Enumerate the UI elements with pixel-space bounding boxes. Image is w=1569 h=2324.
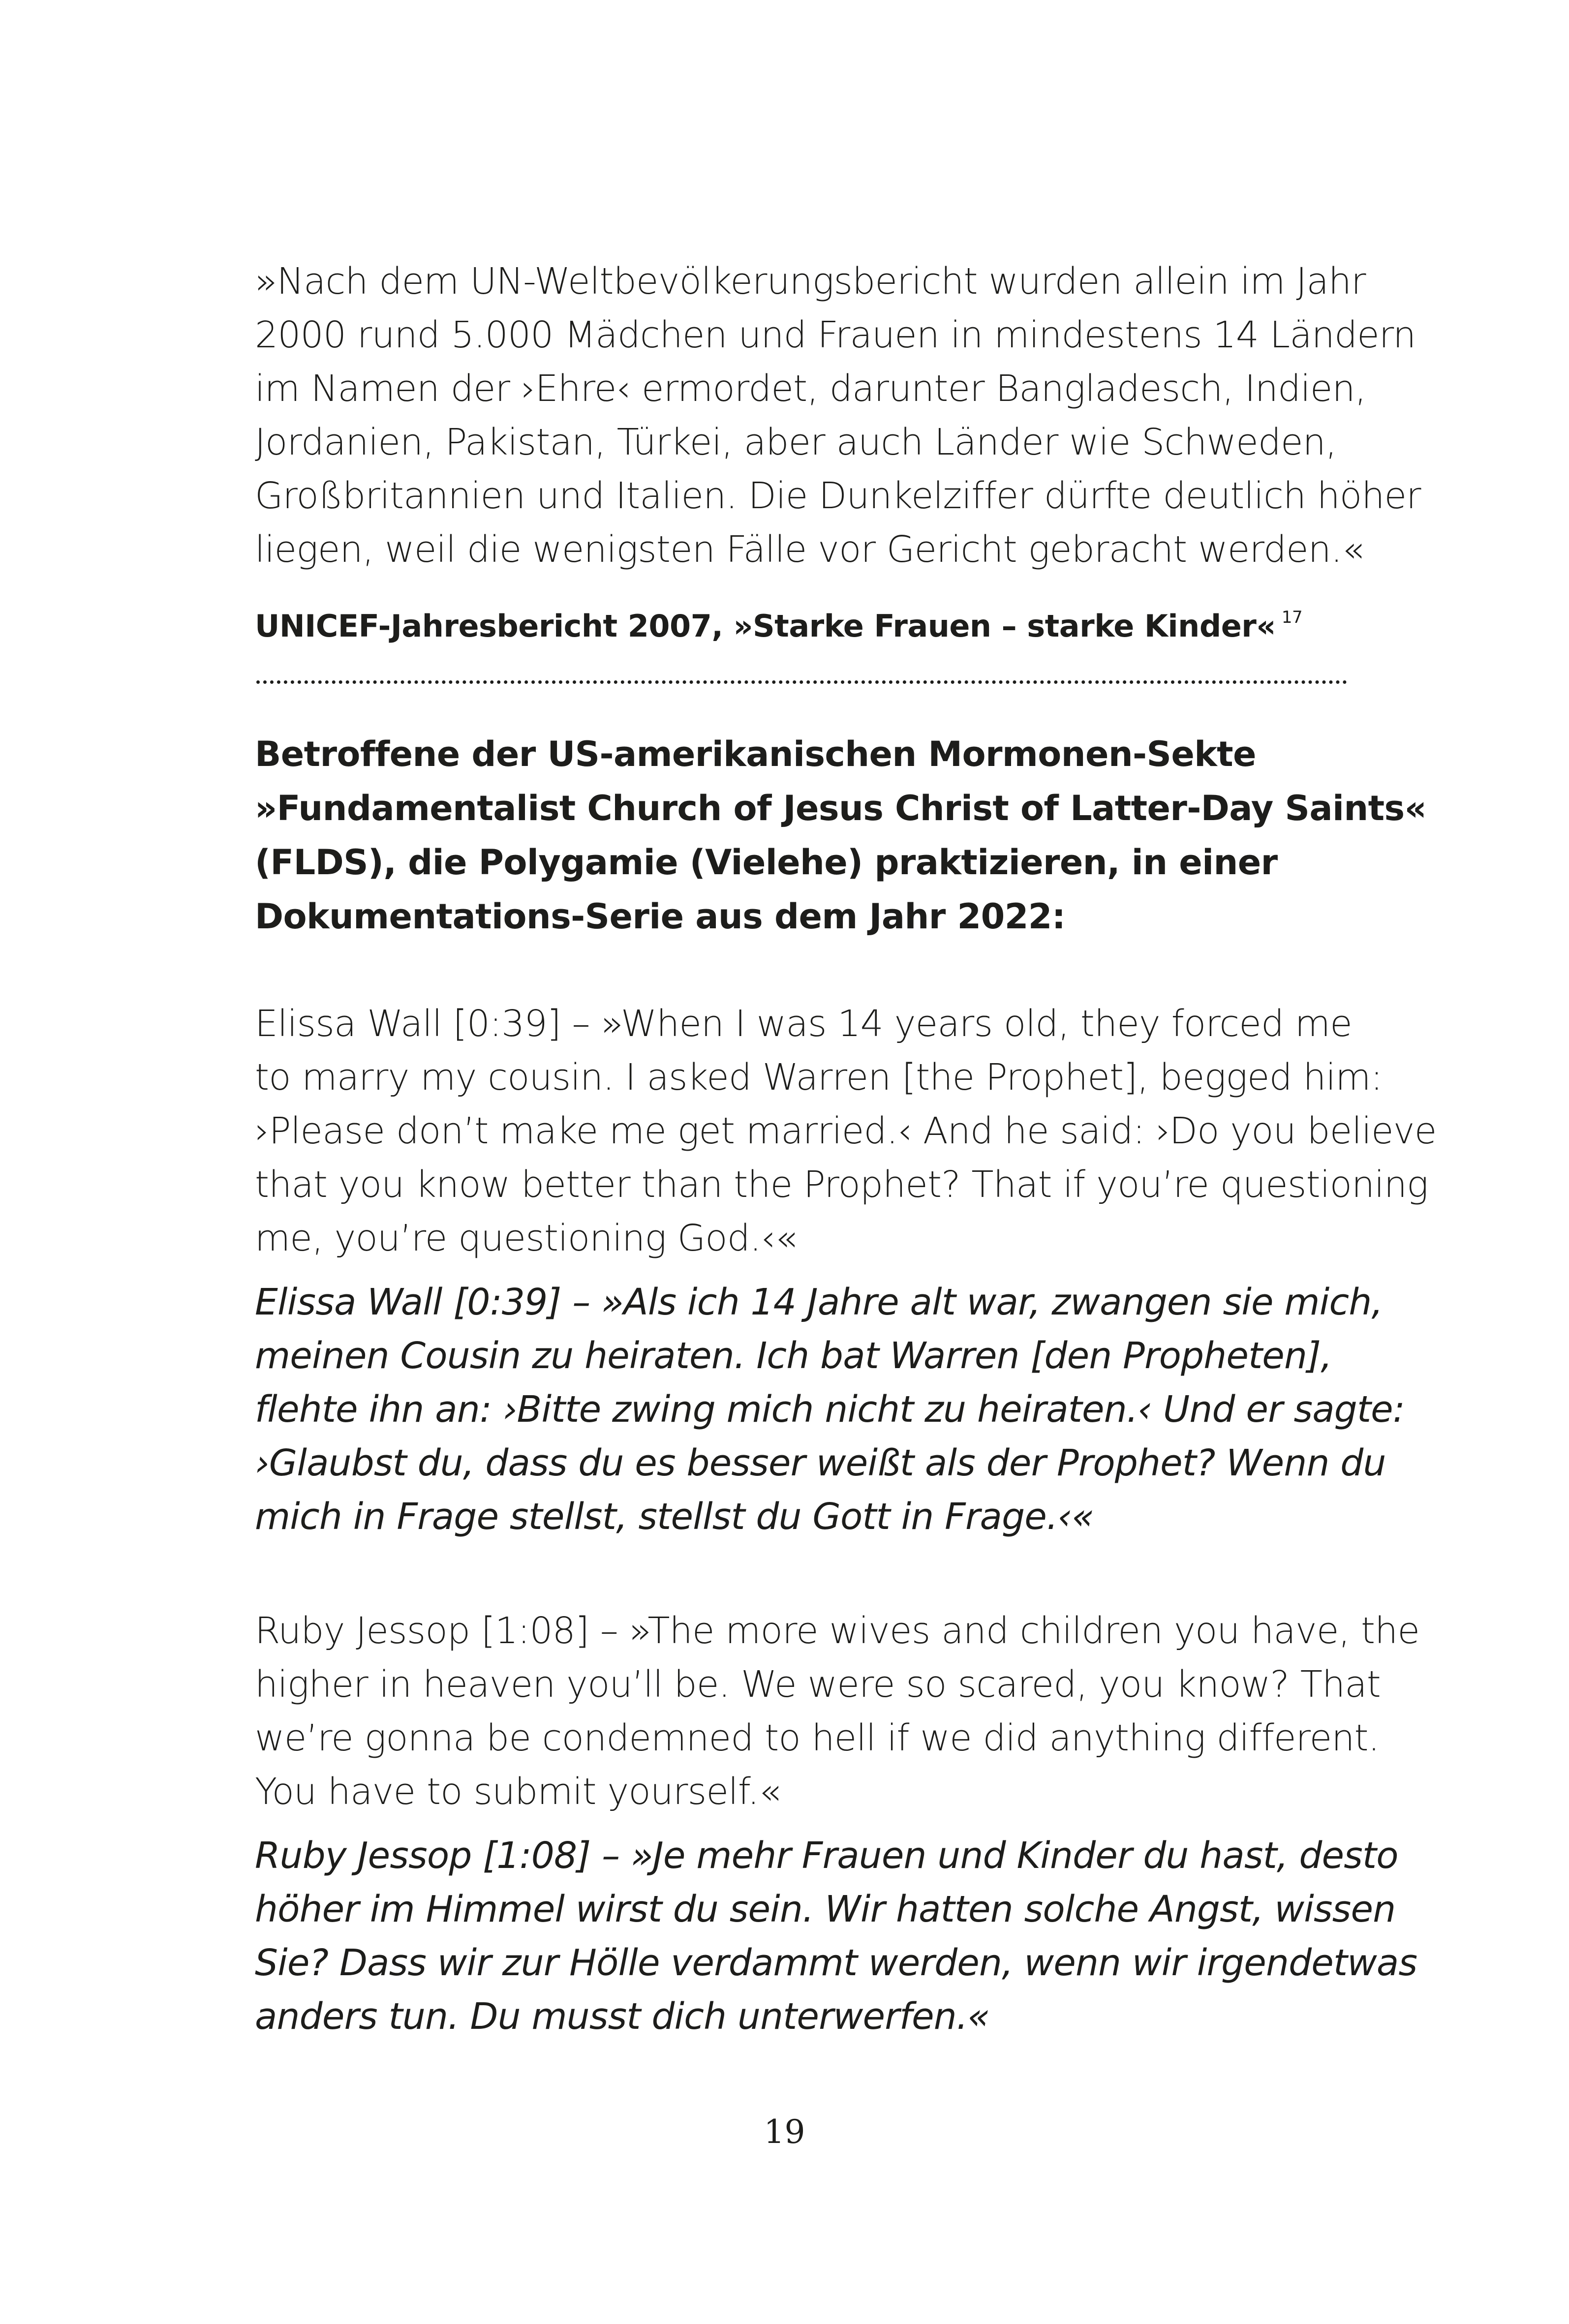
un-quote-line: liegen, weil die wenigsten Fälle vor Gericht gebracht werden.« <box>255 528 1364 571</box>
quote-line: anders tun. Du musst dich unterwerfen.« <box>255 1995 990 2038</box>
quote-line: ›Glaubst du, dass du es besser weißt als der Prophet? Wenn du <box>255 1442 1386 1484</box>
elissa-wall-quote-english <box>255 997 1437 1265</box>
section-heading <box>255 727 1427 944</box>
un-quote-line: Jordanien, Pakistan, Türkei, aber auch Länder wie Schweden, <box>255 421 1337 463</box>
ruby-jessop-quote-german <box>255 1829 1417 2044</box>
un-quote-line: Großbritannien und Italien. Die Dunkelziffer dürfte deutlich höher <box>255 475 1421 517</box>
source-citation <box>255 598 1347 646</box>
quote-line: me, you’re questioning God.‹« <box>255 1217 797 1259</box>
quote-line: höher im Himmel wirst du sein. Wir hatten solche Angst, wissen <box>255 1888 1396 1930</box>
heading-line: Dokumentations-Serie aus dem Jahr 2022: <box>255 896 1066 937</box>
quote-line: Sie? Dass wir zur Hölle verdammt werden, wenn wir irgendetwas <box>255 1942 1417 1984</box>
quote-line: that you know better than the Prophet? That if you’re questioning <box>255 1163 1428 1206</box>
quote-line: meinen Cousin zu heiraten. Ich bat Warren [den Propheten], <box>255 1335 1332 1377</box>
quote-english <box>255 1604 1420 1819</box>
un-quote-line: im Namen der ›Ehre‹ ermordet, darunter Bangladesch, Indien, <box>255 367 1366 410</box>
quote-line: flehte ihn an: ›Bitte zwing mich nicht zu heiraten.‹ Und er sagte: <box>255 1388 1405 1431</box>
quote-line: You have to submit yourself.« <box>255 1771 781 1813</box>
quote-line: Ruby Jessop [1:08] – »Je mehr Frauen und Kinder du hast, desto <box>255 1835 1398 1877</box>
quote-line: Elissa Wall [0:39] – »Als ich 14 Jahre alt war, zwangen sie mich, <box>255 1281 1383 1323</box>
elissa-wall-quote-german <box>255 1276 1405 1544</box>
quote-line: mich in Frage stellst, stellst du Gott in Frage.‹« <box>255 1496 1094 1538</box>
quote-english <box>255 997 1437 1265</box>
quote-line: Elissa Wall [0:39] – »When I was 14 years old, they forced me <box>255 1003 1352 1045</box>
source-block <box>255 598 1347 646</box>
un-quote <box>255 255 1421 577</box>
quote-line: higher in heaven you’ll be. We were so scared, you know? That <box>255 1663 1381 1706</box>
page-number: 19 <box>764 2113 805 2151</box>
ruby-jessop-quote-english <box>255 1604 1420 1819</box>
quote-german <box>255 1829 1417 2044</box>
heading-line: Betroffene der US-amerikanischen Mormonen-Sekte <box>255 734 1256 774</box>
un-quote-block <box>255 255 1421 577</box>
quote-line: we’re gonna be condemned to hell if we did anything different. <box>255 1717 1380 1759</box>
footnote-marker: 17 <box>1281 608 1303 627</box>
source-text: UNICEF-Jahresbericht 2007, »Starke Frauen – starke Kinder« <box>255 608 1276 644</box>
quote-line: to marry my cousin. I asked Warren [the Prophet], begged him: <box>255 1056 1383 1099</box>
un-quote-line: 2000 rund 5.000 Mädchen und Frauen in mindestens 14 Ländern <box>255 314 1416 356</box>
dotted-divider <box>256 680 1347 684</box>
heading-line: (FLDS), die Polygamie (Vielehe) praktizieren, in einer <box>255 842 1278 883</box>
un-quote-line: »Nach dem UN-Weltbevölkerungsbericht wurden allein im Jahr <box>255 260 1366 303</box>
quote-line: ›Please don’t make me get married.‹ And he said: ›Do you believe <box>255 1110 1437 1152</box>
section-heading-block <box>255 727 1427 944</box>
heading-line: »Fundamentalist Church of Jesus Christ of Latter-Day Saints« <box>255 788 1427 828</box>
quote-german <box>255 1276 1405 1544</box>
quote-line: Ruby Jessop [1:08] – »The more wives and children you have, the <box>255 1610 1420 1652</box>
